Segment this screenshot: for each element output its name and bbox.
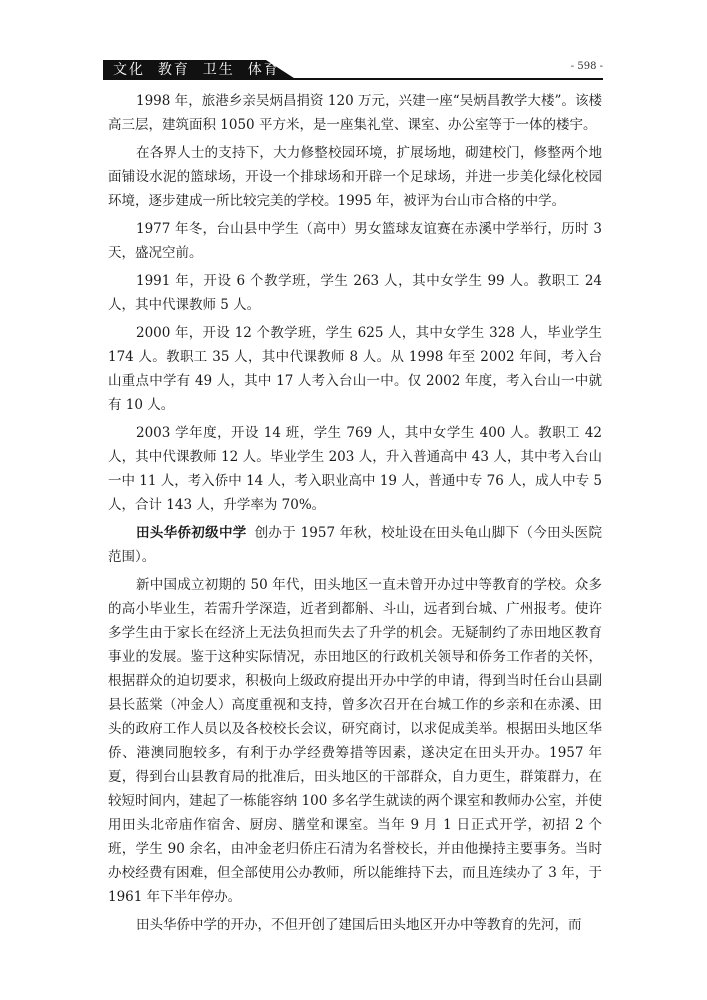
paragraph xyxy=(108,421,602,517)
paragraph-text: 1998 年，旅港乡亲吴炳昌捐资 120 万元，兴建一座“吴炳昌教学大楼”。该楼高三层，建筑面积 1050 平方米，是一座集礼堂、课室、办公室等于一体的楼宇。 xyxy=(108,93,602,133)
school-entry-paragraph xyxy=(108,521,602,569)
paragraph-text: 2003 学年度，开设 14 班，学生 769 人，其中女学生 400 人。教职工 42 人，其中代课教师 12 人。毕业学生 203 人，升入普通高中 43 人，其中考入台山一中 11 人，考入侨中 14 人，考入职业高中 19 人，普通中专 76 人，成人中专 5 人，合计 143 人，升学率为 70%。 xyxy=(108,425,602,513)
paragraph-text: 1991 年，开设 6 个教学班，学生 263 人，其中女学生 99 人。教职工 24 人，其中代课教师 5 人。 xyxy=(108,273,602,313)
paragraph xyxy=(108,269,602,317)
paragraph xyxy=(108,89,602,137)
paragraph xyxy=(108,141,602,213)
paragraph xyxy=(108,321,602,417)
page-body xyxy=(108,89,602,937)
paragraph xyxy=(108,217,602,265)
header-rule xyxy=(103,78,603,80)
paragraph-text: 1977 年冬，台山县中学生（高中）男女篮球友谊赛在赤溪中学举行，历时 3 天，盛况空前。 xyxy=(108,221,602,261)
school-name-heading: 田头华侨初级中学 xyxy=(136,525,247,541)
paragraph-text: 新中国成立初期的 50 年代，田头地区一直未曾开办过中等教育的学校。众多的高小毕业生，若需升学深造，近者到都斛、斗山，远者到台城、广州报考。使许多学生由于家长在经济上无法负担而失去了升学的机会。无疑制约了赤田地区教育事业的发展。鉴于这种实际情况，赤田地区的行政机关领导和侨务工作者的关怀，根据群众的迫切要求，积极向上级政府提出开办中学的申请，得到当时任台山县副县长蓝棠（冲金人）高度重视和支持，曾多次召开在台城工作的乡亲和在赤溪、田头的政府工作人员以及各校校长会议，研究商讨，以求促成美举。根据田头地区华侨、港澳同胞较多，有利于办学经费筹措等因素，遂决定在田头开办。1957 年夏，得到台山县教育局的批准后，田头地区的干部群众，自力更生，群策群力，在较短时间内，建起了一栋能容纳 100 多名学生就读的两个课室和教师办公室，并使用田头北帝庙作宿舍、厨房、膳堂和课室。当年 9 月 1 日正式开学，初招 2 个班，学生 90 余名，由冲金老归侨庄石清为名誉校长，并由他操持主要事务。当时办校经费有困难，但全部使用公办教师，所以能维持下去，而且连续办了 3 年，于 1961 年下半年停办。 xyxy=(108,577,602,905)
paragraph-text: 2000 年，开设 12 个教学班，学生 625 人，其中女学生 328 人，毕业学生 174 人。教职工 35 人，其中代课教师 8 人。从 1998 年至 2002 年间，考入台山重点中学有 49 人，其中 17 人考入台山一中。仅 2002 年度，考入台山一中就有 10 人。 xyxy=(108,325,602,413)
paragraph-text: 在各界人士的支持下，大力修整校园环境，扩展场地，砌建校门，修整两个地面铺设水泥的篮球场，开设一个排球场和开辟一个足球场，并进一步美化绿化校园环境，逐步建成一所比较完美的学校。1995 年，被评为台山市合格的中学。 xyxy=(108,145,602,209)
page-number: - 598 - xyxy=(570,61,603,72)
page-header xyxy=(103,60,603,82)
paragraph xyxy=(108,913,602,937)
paragraph xyxy=(108,573,602,909)
paragraph-text: 创办于 1957 年秋，校址设在田头龟山脚下（今田头医院范围）。 xyxy=(108,525,602,565)
section-title: 文化 教育 卫生 体育 xyxy=(113,62,280,78)
paragraph-text: 田头华侨中学的开办，不但开创了建国后田头地区开办中等教育的先河，而 xyxy=(136,917,582,933)
